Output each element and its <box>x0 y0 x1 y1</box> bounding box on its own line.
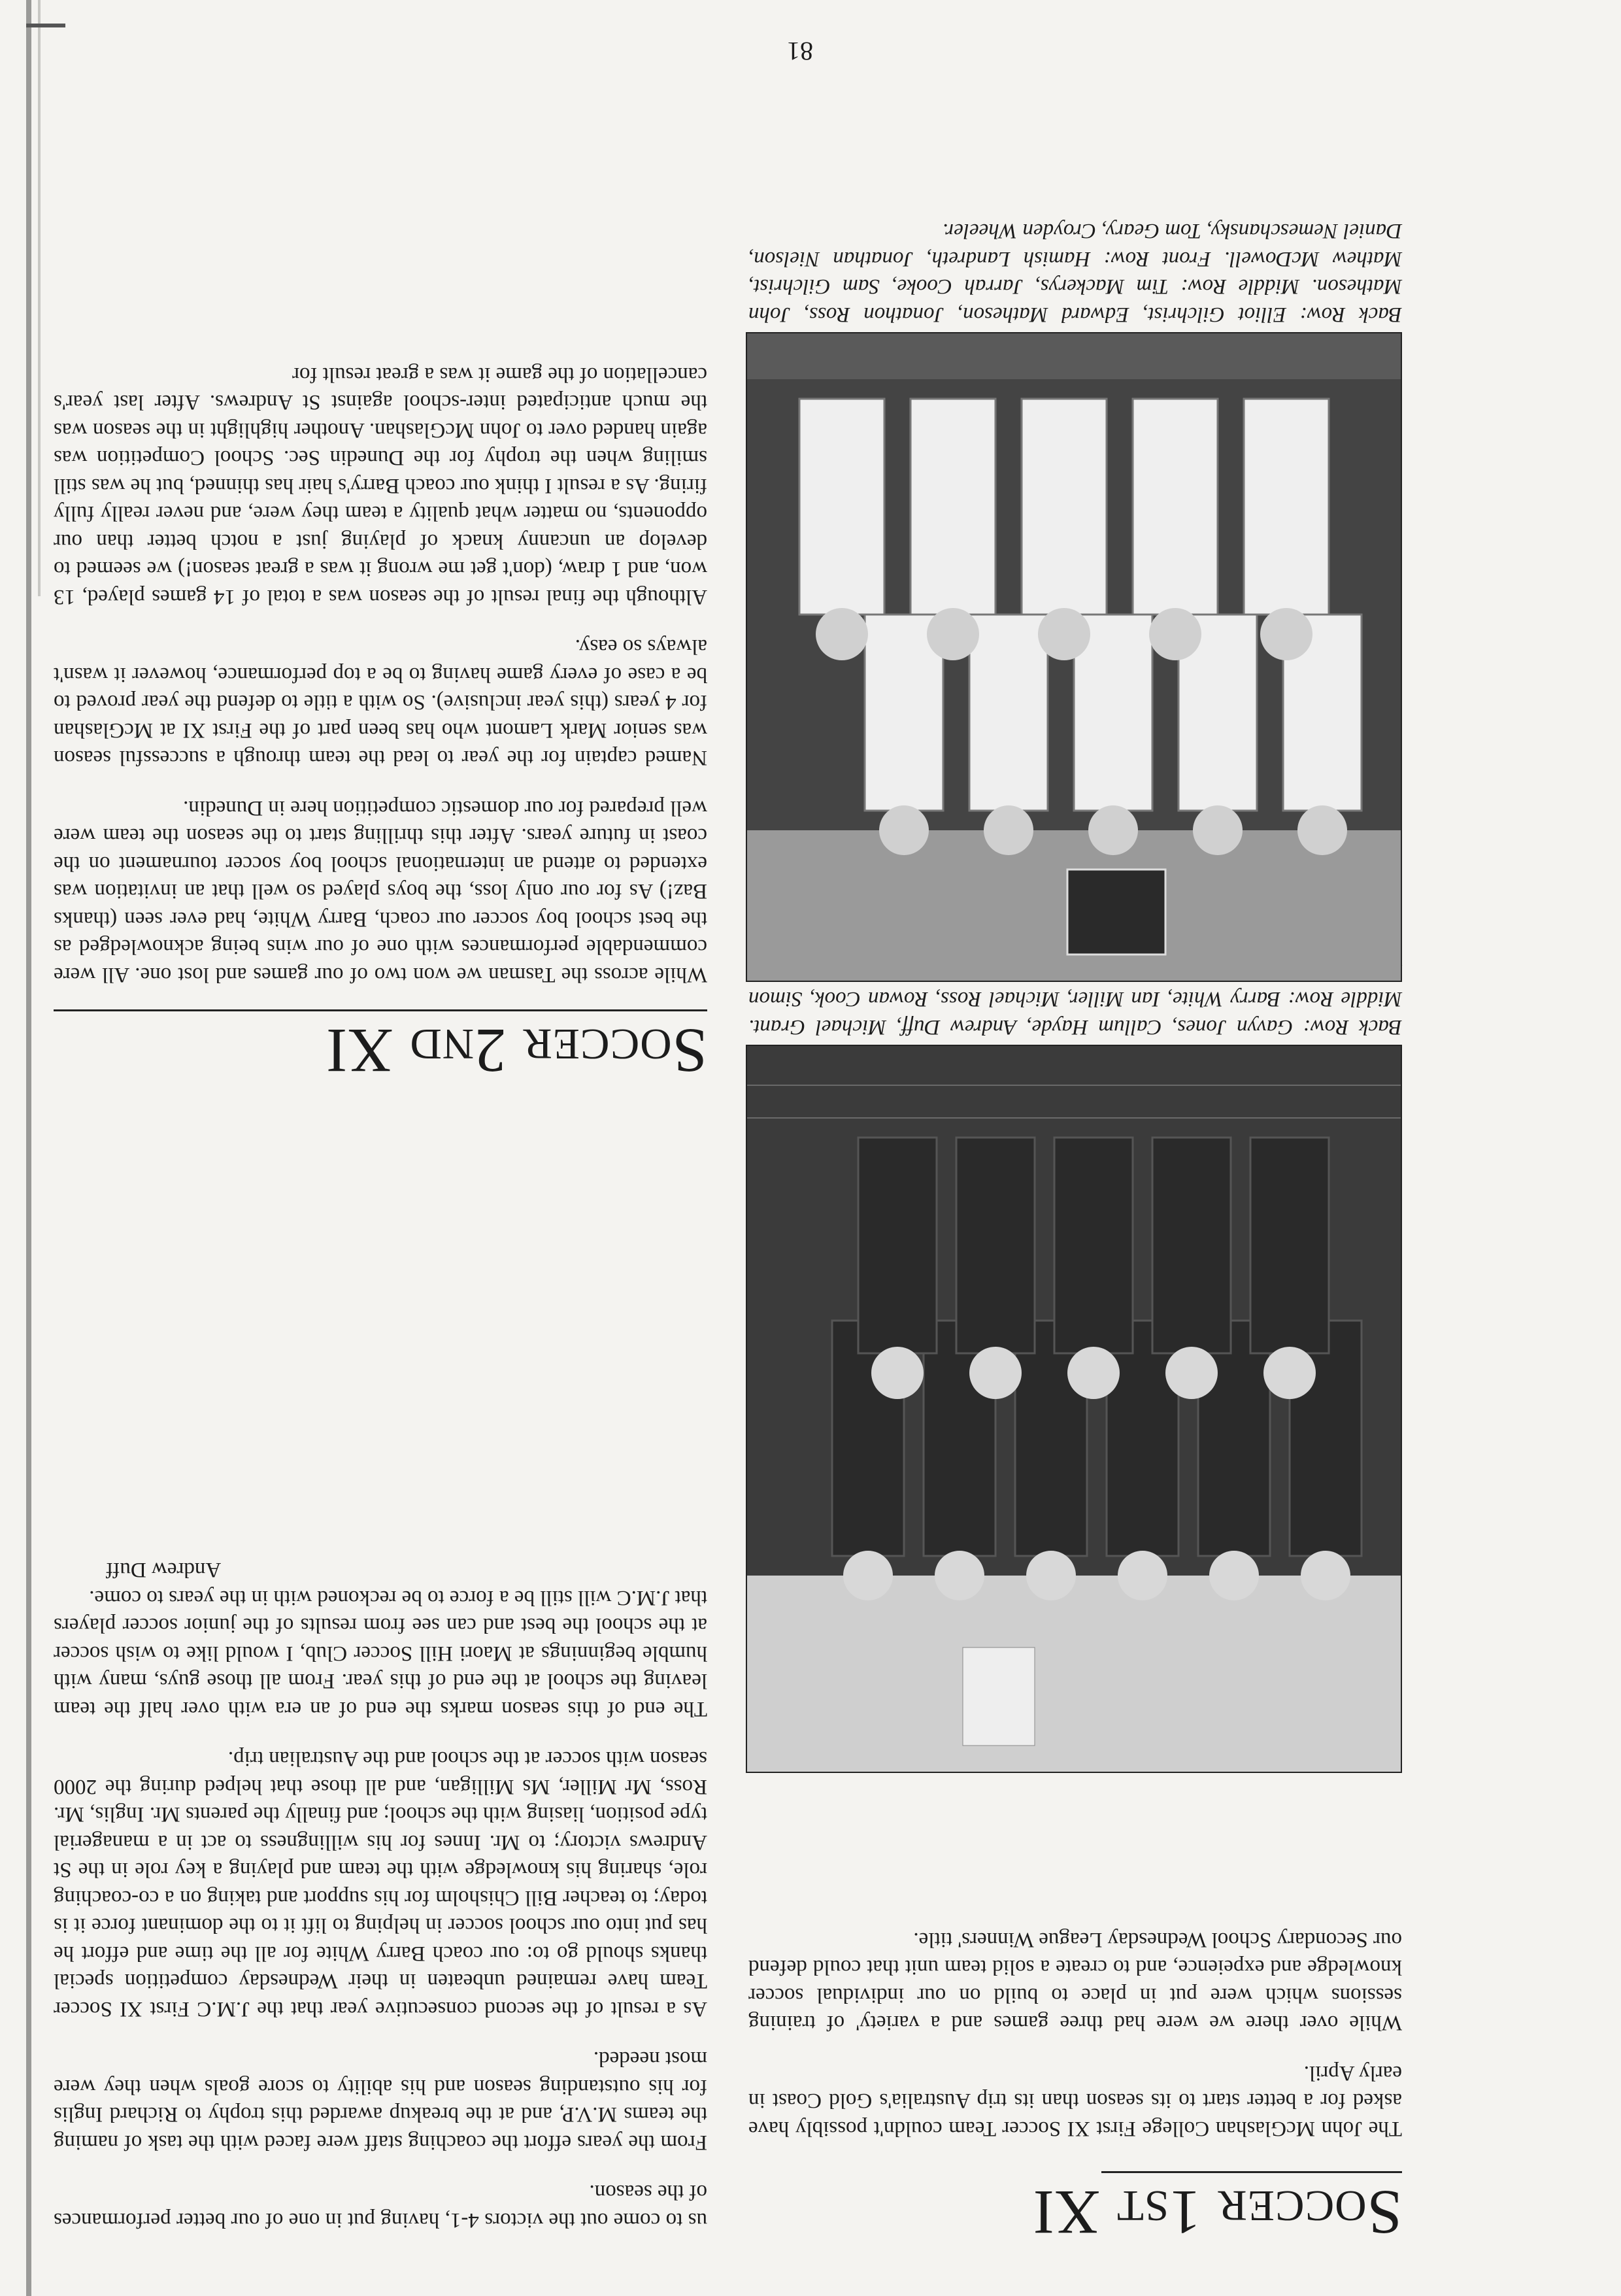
caption-2nd-xi: Back Row: Elliot Gilchrist, Edward Matheson, Jonathon Ross, John Matheson. Middle Row: Tim Mackerys, Jarrah Cooke, Sam Gilchrist, Mathew McDowell. Front Row: Hamish Landreth, Jonathan Nielson, Daniel Nemeschansky, Tom Geary, Croyden Wheeler. <box>748 219 1402 326</box>
column-2nd-xi-right <box>54 361 707 989</box>
team-photo-1st-xi <box>746 1045 1402 1773</box>
byline: Andrew Duff <box>106 1558 222 1582</box>
page-number: 81 <box>787 37 813 66</box>
scan-edge-shadow <box>38 0 41 596</box>
paragraph: While over there we were had three games and a variety' of training sessions which were put in place to build on our individual soccer knowledge and expeience, and to create a solid team unit that could defend our Secondary School Wednesday League Winners' title. <box>748 1928 1402 2035</box>
team-photo-illustration <box>747 1046 1401 1772</box>
paragraph: The John McGlashan College First XI Soccer Team couldn't possibly have asked for a better start to its season than its trip Australia's Gold Coast in early April. <box>748 2061 1402 2140</box>
caption-1st-xi: Back Row: Gavyn Jones, Callum Hayde, Andrew Duff, Michael Grant. Middle Row: Barry White, Ian Miller, Michael Ross, Rowan Cook, Simon <box>748 987 1402 1039</box>
paragraph: From the years effort the coaching staff were faced with the task of naming the teams M.V.P, and at the breakup awarded this trophy to Richard Inglis for his outstanding season and his ability to score goals when they were most needed. <box>54 2047 707 2154</box>
title-rule-1st-xi <box>1101 2171 1402 2173</box>
column-1st-xi-right <box>54 1556 707 2234</box>
title-rule-2nd-xi <box>54 1009 707 1011</box>
paragraph: Named captain for the year to lead the team through a successful season was senior Mark Lamont who has been part of the First XI at McGlashan for 4 years (this year inclusive). So with a title to defend the year proved to be a case of every game having to be a top performance, however it wasn't always so easy. <box>54 635 707 770</box>
section-title-2nd-xi: Soccer 2nd XI <box>326 1016 707 1086</box>
column-1st-xi-left <box>748 1926 1402 2143</box>
paragraph: us to come out the victors 4-1, having put in one of our better performances of the season. <box>54 2180 707 2232</box>
team-photo-2nd-xi <box>746 332 1402 982</box>
scan-edge <box>26 0 31 2296</box>
scan-bottom-mark <box>26 24 65 27</box>
paragraph: The end of this season marks the end of an era with over half the team leaving the school at the end of this year. From all those guys, many with humble beginnings at Maori Hill Soccer Club, I would like to wish soccer at the school the best and can see from results of the junior soccer players that J.M.C will still be a force to be reckoned with in the years to come. <box>54 1586 707 1721</box>
team-photo-illustration <box>747 333 1401 981</box>
section-title-1st-xi: Soccer 1st XI <box>1032 2178 1402 2248</box>
paragraph: Although the final result of the season was a total of 14 games played, 13 won, and 1 draw, (don't get me wrong it was a great season!) we seemed to develop an uncanny knack of playing just a notch better than our opponents, no matter what quality a team they were, and never really fully firing. As a result I think our coach Barry's hair has thinned, but he was still smiling when the trophy for the Dunedin Sec. School Competition was again handed over to John McGlashan. Another highlight in the season was the much anticipated inter-school against St Andrews. After last year's cancellation of the game it was a great result for <box>54 363 707 609</box>
paragraph: While across the Tasman we won two of our games and lost one. All were commendable performances with one of our wins being acknowledged as the best school boy soccer our coach, Barry White, had ever seen (thanks Baz!) As for our only loss, the boys played so well that an invitation was extended to attend an international school boy soccer tournament on the coast in future years. After this thrilling start to the season the team were well prepared for our domestic competition here in Dunedin. <box>54 796 707 987</box>
paragraph: As a result of the second consecutive year that the J.M.C First XI Soccer Team have remained unbeaten in their Wednesday competition special thanks should go to: our coach Barry White for all the time and effort he has put into our school soccer in helping to lift it to the dominant force it is today; to teacher Bill Chisholm for his support and taking on a co-coaching role, sharing his knowledge with the team and playing a key role in the St Andrews victory; to Mr. Innes for his willingness to act in a managerial type position, liasing with the school; and finally the parents Mr. Inglis, Mr. Ross, Mr Miller, Ms Milligan, and all those that helped during the 2000 season with soccer at the school and the Australian trip. <box>54 1747 707 2021</box>
